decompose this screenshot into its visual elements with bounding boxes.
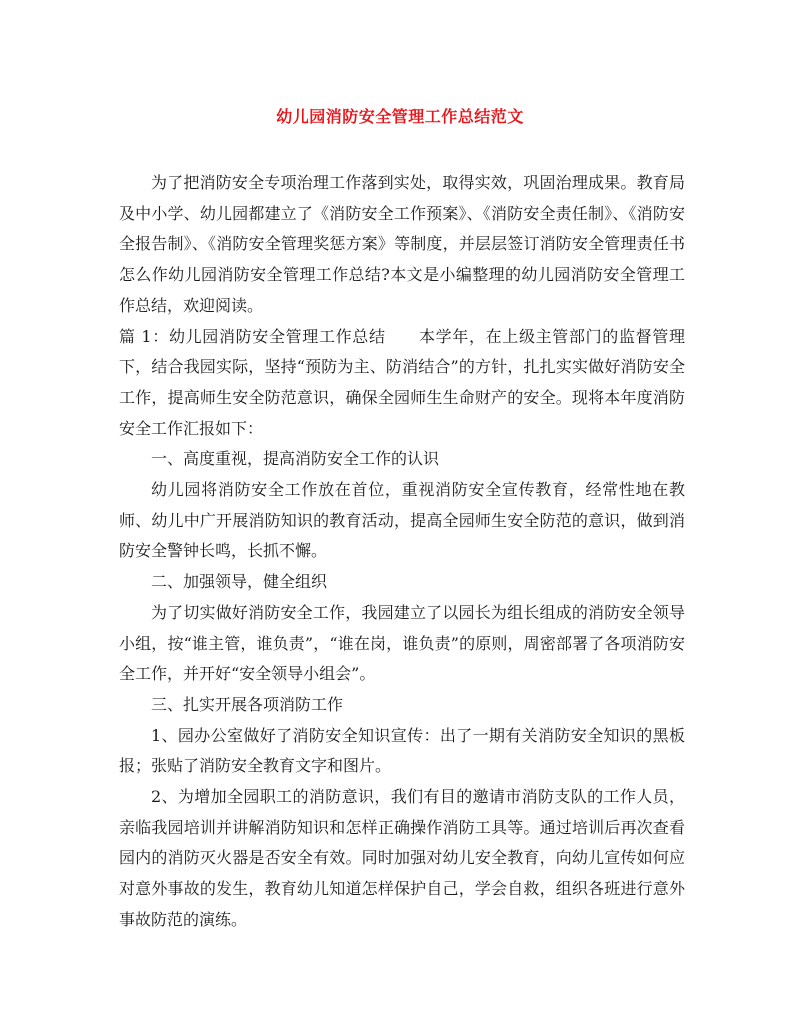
paragraph-3-1: 1、园办公室做好了消防安全知识宣传：出了一期有关消防安全知识的黑板报；张贴了消防安全教育文字和图片。 <box>119 725 685 776</box>
paragraph-intro: 为了把消防安全专项治理工作落到实处，取得实效，巩固治理成果。教育局及中小学、幼儿园都建立了《消防安全工作预案》、《消防安全责任制》、《消防安全报告制》、《消防安全管理奖惩方案》等制度，并层层签订消防安全管理责任书怎么作幼儿园消防安全管理工作总结?本文是小编整理的幼儿园消防安全管理工作总结，欢迎阅读。 <box>119 173 685 315</box>
heading-1: 一、高度重视，提高消防安全工作的认识 <box>151 449 440 469</box>
heading-3: 三、扎实开展各项消防工作 <box>151 694 344 714</box>
paragraph-1: 幼儿园将消防安全工作放在首位，重视消防安全宣传教育，经常性地在教师、幼儿中广开展消防知识的教育活动，提高全园师生安全防范的意识，做到消防安全警钟长鸣，长抓不懈。 <box>119 480 685 561</box>
heading-2: 二、加强领导，健全组织 <box>151 572 328 592</box>
paragraph-2: 为了切实做好消防安全工作，我园建立了以园长为组长组成的消防安全领导小组，按“谁主管，谁负责”，“谁在岗，谁负责”的原则，周密部署了各项消防安全工作，并开好“安全领导小组会”。 <box>119 602 685 684</box>
document-title: 幼儿园消防安全管理工作总结范文 <box>276 107 524 126</box>
paragraph-section-1: 篇 1：幼儿园消防安全管理工作总结 本学年，在上级主管部门的监督管理下，结合我园实际，坚持“预防为主、防消结合”的方针，扎扎实实做好消防安全工作，提高师生安全防范意识，确保全园师生生命财产的安全。现将本年度消防安全工作汇报如下： <box>119 326 685 438</box>
paragraph-3-2: 2、为增加全园职工的消防意识，我们有目的邀请市消防支队的工作人员，亲临我园培训并讲解消防知识和怎样正确操作消防工具等。通过培训后再次查看园内的消防灭火器是否安全有效。同时加强对幼儿安全教育，向幼儿宣传如何应对意外事故的发生，教育幼儿知道怎样保护自己，学会自救，组织各班进行意外事故防范的演练。 <box>119 787 685 929</box>
document-body <box>119 168 685 936</box>
